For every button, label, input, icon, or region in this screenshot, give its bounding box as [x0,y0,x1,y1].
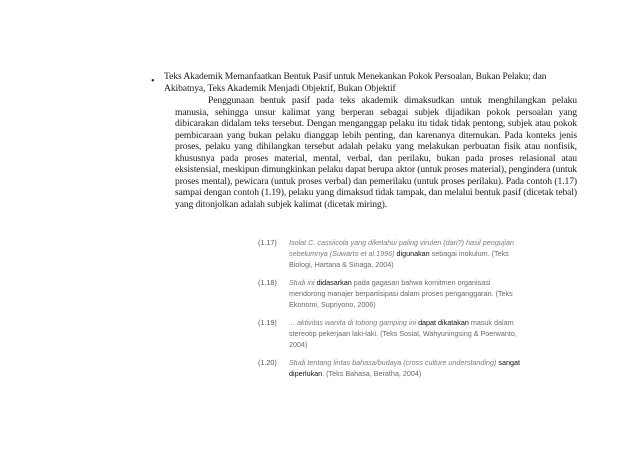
example-passive-verb: dapat dikatakan [418,318,469,327]
example-number: (1.18) [258,278,277,287]
example-number: (1.20) [258,358,277,367]
example-text [289,357,520,379]
section-heading: Teks Akademik Memanfaatkan Bentuk Pasif untuk Menekankan Pokok Persoalan, Bukan Pelaku; dan Akibatnya, Teks Akademik Menjadi Objektif, Bukan Objektif [164,71,547,94]
example-item [258,317,520,350]
example-rest: . (Teks Bahasa, Beratha, 2004) [322,369,422,378]
example-subject: Studi ini [289,278,315,287]
example-number: (1.19) [258,318,277,327]
body-paragraph: Penggunaan bentuk pasif pada teks akademik dimaksudkan untuk menghilangkan pelaku manusia, sehingga unsur kalimat yang berperan sebagai subjek dijadikan pokok persoalan yang dibicarakan didalam teks tersebut. Dengan menganggap pelaku itu tidak tidak pentong, subjek atau pokok pembicaraan yang bukan pelaku dianggap lebih penting, dan karenanya ditemukan. Pada konteks jenis proses, pelaku yang dihilangkan tersebut adalah pelaku yang melakukan perbuatan fisik atau nonfisik, khususnya pada proses material, mental, verbal, dan perilaku, bukan pada proses relasional atau eksistensial, meskipun dimungkinkan pelaku dapat berupa aktor (untuk proses material), pengindera (untuk proses mental), pewicara (untuk proses verbal) dan pemerilaku (untuk proses perilaku). Pada contoh (1.17) sampai dengan contoh (1.19), pelaku yang dimaksud tidak tampak, dan melalui bentuk pasif (dicetak tebal) yang ditonjolkan adalah subjek kalimat (dicetak miring). [175,95,577,210]
example-list [258,237,520,386]
example-item [258,357,520,379]
bullet-marker: • [151,76,155,87]
example-subject: Studi tentang lintas bahasa/budaya (cross culture understanding) [289,358,497,367]
example-passive-verb: digunakan [396,249,430,258]
example-item [258,277,520,310]
example-rest: sebagai inokulum. (Teks Biologi, Hartana & Sinaga, 2004) [289,249,509,269]
example-text [289,277,520,310]
example-text [289,237,520,270]
example-text [289,317,520,350]
example-rest: masuk dalam stereotip pekerjaan laki-laki. (Teks Sosial, Wahyuningsing & Poerwanto, 2004) [289,318,517,349]
example-rest: pada gagasan bahwa komitmen organisasi mendorong manajer berpartisipasi dalam proses penganggaran. (Teks Ekonomi, Supriyono, 2006) [289,278,513,309]
example-number: (1.17) [258,238,277,247]
example-subject: ... aktivitas wanita di tobong gamping ini [289,318,417,327]
example-passive-verb: sangat diperlukan [289,358,520,378]
example-passive-verb: didasarkan [316,278,352,287]
example-subject: Isolat C. cassiicola yang diketahui paling virulen (dari?) hasil pengujian sebelumnya (Suwarto et al.1996) [289,238,514,258]
example-item [258,237,520,270]
